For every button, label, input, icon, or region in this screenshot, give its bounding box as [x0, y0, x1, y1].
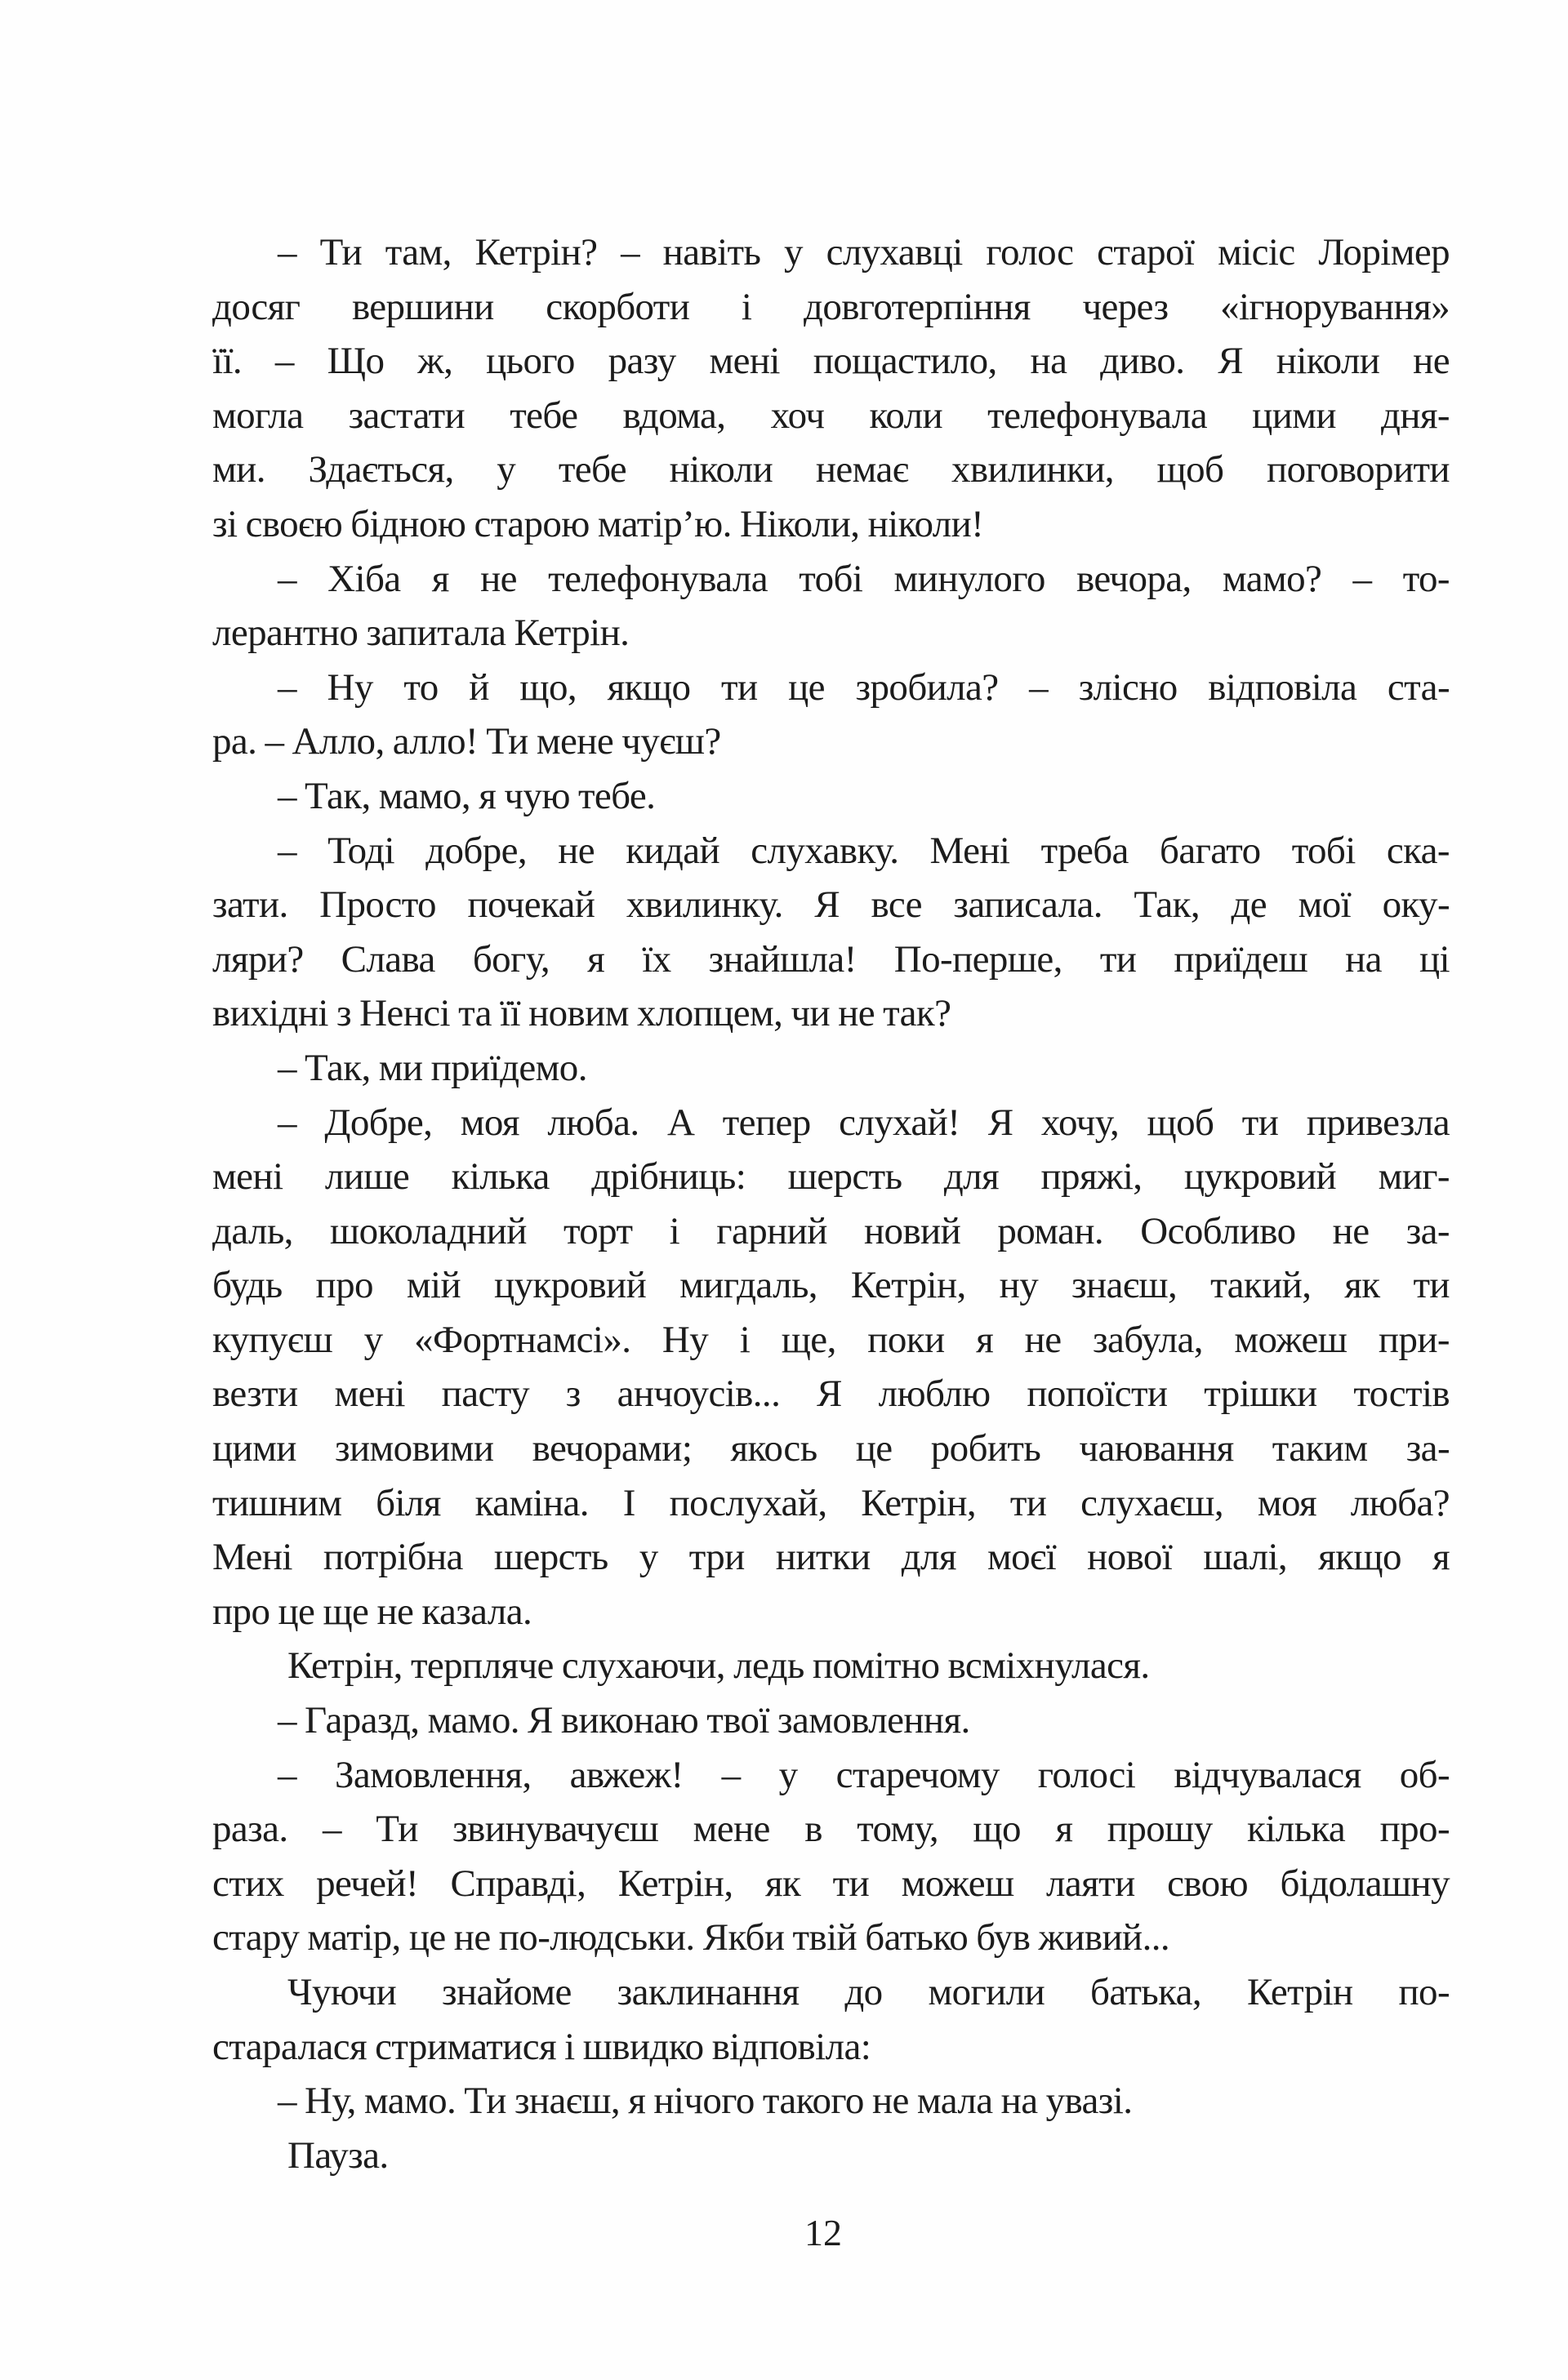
text-line: – Ну то й що, якщо ти це зробила? – злісно відповіла ста- — [278, 665, 1450, 709]
text-line: – Тоді добре, не кидай слухавку. Мені треба багато тобі ска- — [278, 829, 1450, 872]
text-line: – Так, мамо, я чую тебе. — [278, 774, 656, 817]
text-line: даль, шоколадний торт і гарний новий роман. Особливо не за- — [212, 1209, 1450, 1252]
text-line: ляри? Слава богу, я їх знайшла! По-перше, ти приїдеш на ці — [212, 937, 1450, 981]
text-line: раза. – Ти звинувачуєш мене в тому, що я прошу кілька про- — [212, 1808, 1450, 1851]
text-line: досяг вершини скорботи і довготерпіння через «ігнорування» — [212, 285, 1450, 328]
text-line: зати. Просто почекай хвилинку. Я все записала. Так, де мої оку- — [212, 883, 1450, 927]
body-text — [212, 225, 1450, 2182]
text-line: про це ще не казала. — [212, 1590, 532, 1633]
text-line: ми. Здається, у тебе ніколи немає хвилинки, щоб поговорити — [212, 448, 1450, 492]
text-line: ра. – Алло, алло! Ти мене чуєш? — [212, 720, 721, 763]
text-line: Мені потрібна шерсть у три нитки для моєї нової шалі, якщо я — [212, 1536, 1450, 1579]
text-line: мені лише кілька дрібниць: шерсть для пряжі, цукровий миг- — [212, 1155, 1450, 1199]
text-line: – Замовлення, авжеж! – у старечому голосі відчувалася об- — [278, 1753, 1450, 1796]
text-line: зі своєю бідною старою матір’ю. Ніколи, ніколи! — [212, 502, 984, 545]
text-line: Пауза. — [287, 2133, 389, 2177]
text-line: цими зимовими вечорами; якось це робить чаювання таким за- — [212, 1427, 1450, 1470]
text-line: вихідні з Ненсі та її новим хлопцем, чи не так? — [212, 992, 951, 1035]
text-line: Кетрін, терпляче слухаючи, ледь помітно всміхнулася. — [287, 1644, 1150, 1688]
text-line: її. – Що ж, цього разу мені пощастило, на диво. Я ніколи не — [212, 340, 1450, 383]
text-line: купуєш у «Фортнамсі». Ну і ще, поки я не забула, можеш при- — [212, 1318, 1450, 1361]
text-line: тишним біля каміна. І послухай, Кетрін, ти слухаєш, моя люба? — [212, 1481, 1450, 1524]
text-line: – Хіба я не телефонувала тобі минулого вечора, мамо? – то- — [278, 557, 1450, 600]
text-line: стих речей! Справді, Кетрін, як ти можеш лаяти свою бідолашну — [212, 1862, 1450, 1905]
text-line: Чуючи знайоме заклинання до могили батька, Кетрін по- — [287, 1971, 1450, 2013]
text-line: – Ну, мамо. Ти знаєш, я нічого такого не мала на увазі. — [278, 2080, 1133, 2123]
text-line: – Гаразд, мамо. Я виконаю твої замовлення. — [278, 1699, 970, 1742]
text-line: везти мені пасту з анчоусів... Я люблю попоїсти трішки тостів — [212, 1372, 1450, 1416]
text-line: стару матір, це не по-людськи. Якби твій батько був живий... — [212, 1916, 1170, 1960]
text-line: будь про мій цукровий мигдаль, Кетрін, ну знаєш, такий, як ти — [212, 1264, 1450, 1307]
text-line: могла застати тебе вдома, хоч коли телефонувала цими дня- — [212, 394, 1450, 437]
text-line: – Ти там, Кетрін? – навіть у слухавці голос старої місіс Лорімер — [278, 231, 1450, 274]
page-number: 12 — [804, 2212, 842, 2253]
text-line: старалася стриматися і швидко відповіла: — [212, 2025, 871, 2068]
text-line: – Добре, моя люба. А тепер слухай! Я хочу, щоб ти привезла — [278, 1101, 1450, 1144]
text-line: лерантно запитала Кетрін. — [212, 612, 630, 655]
text-line: – Так, ми приїдемо. — [278, 1046, 587, 1089]
